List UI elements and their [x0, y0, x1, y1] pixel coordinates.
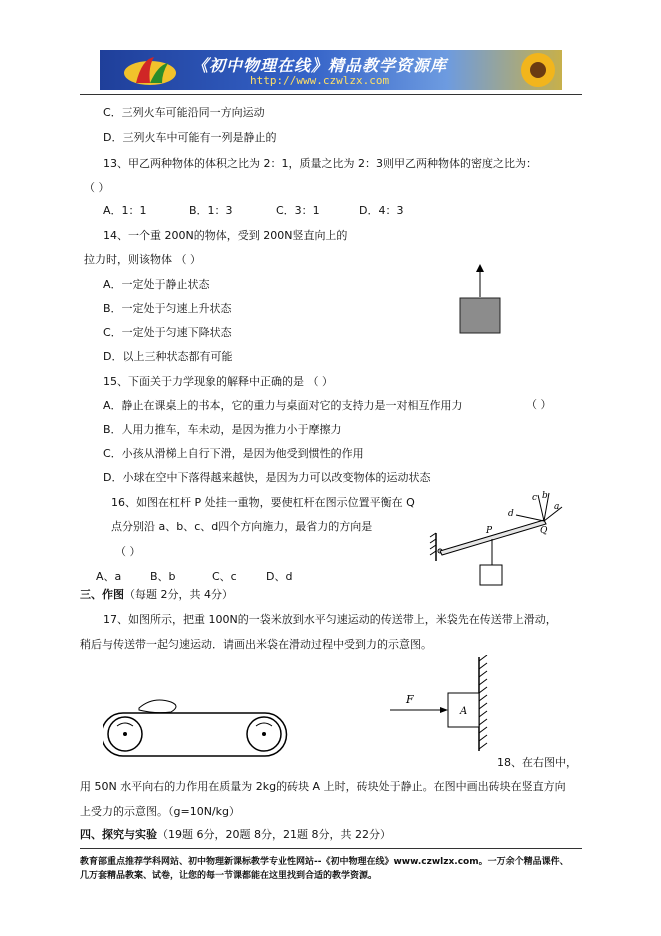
q12-option-d: D．三列火车中可能有一列是静止的: [103, 131, 277, 144]
q18-stem-2: 用 50N 水平向右的力作用在质量为 2kg的砖块 A 上时，砖块处于静止。在图中画出砖块在竖直方向: [80, 780, 566, 793]
q15-option-b: B．人用力推车，车未动，是因为推力小于摩擦力: [103, 423, 342, 436]
lever-label-q: Q: [540, 526, 548, 536]
q13-option-c: C．3：1: [276, 204, 320, 217]
banner-title: 《初中物理在线》精品教学资源库: [192, 56, 448, 75]
q13-option-d: D．4：3: [359, 204, 404, 217]
footer-line-2: 几万套精品教案、试卷，让您的每一节课都能在这里找到合适的教学资源。: [80, 871, 378, 881]
q15-option-a: A．静止在课桌上的书本，它的重力与桌面对它的支持力是一对相互作用力: [103, 399, 463, 412]
section3-note: （每题 2分，共 4分）: [124, 588, 233, 601]
footer-rule: [80, 848, 582, 849]
q16-lever-figure: [428, 485, 568, 590]
q14-option-a: A．一定处于静止状态: [103, 278, 210, 291]
q14-stem-2: 拉力时，则该物体 （ ）: [84, 253, 201, 266]
q12-option-c: C．三列火车可能沿同一方向运动: [103, 106, 265, 119]
q18-stem-3: 上受力的示意图。（g=10N/kg）: [80, 805, 240, 818]
q16-stem: 16、如图在杠杆 P 处挂一重物，要使杠杆在图示位置平衡在 Q: [111, 496, 415, 509]
force-label-f: F: [406, 693, 414, 706]
logo-icon: [120, 53, 180, 87]
q18-stem: 18、在右图中，: [497, 756, 577, 769]
footer-line-1: 教育部重点推荐学科网站、初中物理新课标教学专业性网站--《初中物理在线》www.czwlzx.com。一万余个精品课件、: [80, 857, 569, 867]
section3-heading: [80, 586, 233, 602]
lever-label-c: c: [532, 493, 538, 503]
block-label-a: A: [460, 706, 468, 717]
q13-option-a: A．1：1: [103, 204, 147, 217]
q15-stem: 15、下面关于力学现象的解释中正确的是 （ ）: [103, 375, 333, 388]
q16-option-b: B、b: [150, 570, 176, 583]
header-rule: [80, 94, 582, 95]
q14-stem: 14、一个重 200N的物体，受到 200N竖直向上的: [103, 229, 348, 242]
lever-label-b: b: [542, 491, 548, 501]
q14-option-d: D．以上三种状态都有可能: [103, 350, 233, 363]
q15-option-c: C．小孩从滑梯上自行下滑，是因为他受到惯性的作用: [103, 447, 364, 460]
q14-option-c: C．一定处于匀速下降状态: [103, 326, 232, 339]
section4-title: 四、探究与实验: [80, 828, 157, 841]
section4-heading: [80, 826, 391, 842]
q17-stem: 17、如图所示，把重 100N的一袋米放到水平匀速运动的传送带上，米袋先在传送带上滑动，: [103, 613, 557, 626]
section4-note: （19题 6分，20题 8分，21题 8分，共 22分）: [157, 828, 391, 841]
lever-label-d: d: [508, 509, 514, 519]
q16-option-d: D、d: [266, 570, 293, 583]
header-banner: [100, 50, 562, 90]
lever-label-p: P: [486, 526, 493, 536]
q16-stem-2: 点分别沿 a、b、c、d四个方向施力，最省力的方向是: [111, 520, 373, 533]
q14-block-figure: [455, 262, 505, 336]
section3-title: 三、作图: [80, 588, 124, 601]
q15-blank: （ ）: [526, 398, 552, 411]
q13-stem: 13、甲乙两种物体的体积之比为 2：1，质量之比为 2：3则甲乙两种物体的密度之比为：: [103, 157, 537, 170]
q16-option-c: C、c: [212, 570, 237, 583]
sunflower-icon: [508, 50, 562, 90]
q13-option-b: B．1：3: [189, 204, 233, 217]
q16-option-a: A、a: [96, 570, 122, 583]
q16-blank: （ ）: [115, 545, 141, 558]
q15-option-d: D．小球在空中下落得越来越快，是因为力可以改变物体的运动状态: [103, 471, 431, 484]
banner-url: http://www.czwlzx.com: [250, 74, 390, 87]
q14-option-b: B．一定处于匀速上升状态: [103, 302, 232, 315]
q17-stem-2: 稍后与传送带一起匀速运动．请画出米袋在滑动过程中受到力的示意图。: [80, 638, 432, 651]
q17-conveyor-figure: [103, 690, 293, 762]
q18-wall-figure: [384, 655, 494, 755]
q13-blank: （ ）: [84, 181, 110, 194]
lever-label-a: a: [554, 502, 560, 512]
